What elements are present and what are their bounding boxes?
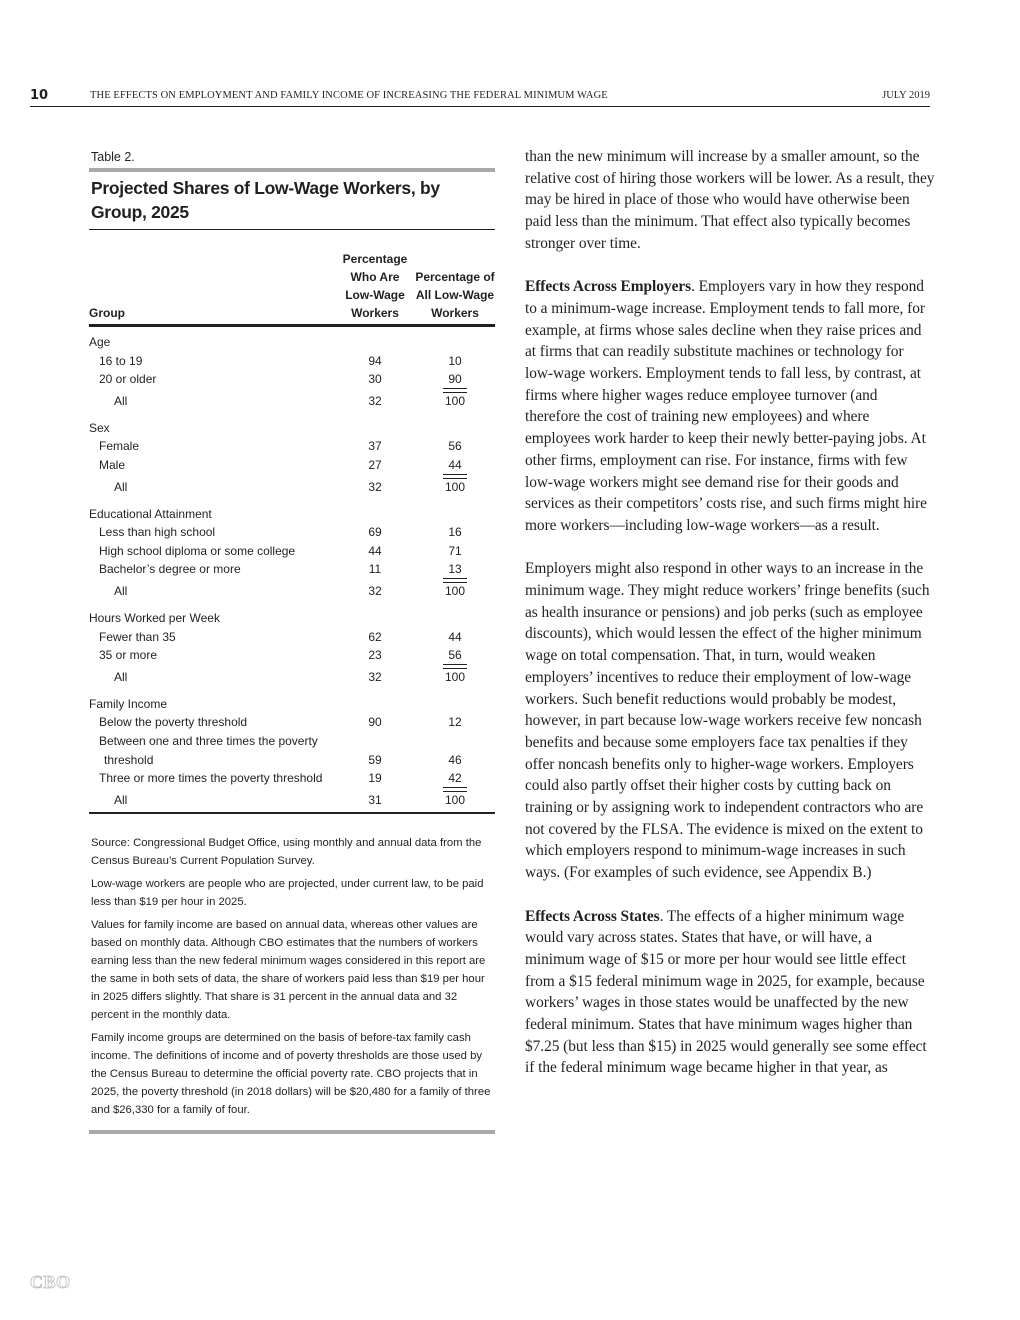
table-row-total: All 32 100 xyxy=(114,669,466,684)
table-row: 16 to 19 94 10 xyxy=(99,353,462,368)
table-row: Male 27 44 xyxy=(89,456,495,475)
column-header-pct-low-wage: Percentage Who Are Low-Wage Workers xyxy=(342,252,408,320)
cbo-logo: CBO xyxy=(30,1272,71,1292)
table-row-total: All 32 100 xyxy=(114,583,466,598)
note-family-income: Family income groups are determined on the basis of before-tax family cash income. The definitions of income and of poverty thresholds are those used by the Census Bureau to determine the official poverty rate. CBO projects that in 2025, the poverty threshold (in 2018 dollars) will be $20,480 for a family of three and $26,330 for a family of four. xyxy=(91,1031,491,1116)
table-row: 35 or more 23 56 xyxy=(89,646,495,665)
table-section-age xyxy=(89,327,495,411)
table-row: Between one and three times the poverty xyxy=(99,733,318,748)
table-title-box xyxy=(89,168,495,230)
column-header-group: Group xyxy=(89,306,125,320)
section-heading: Family Income xyxy=(89,696,168,711)
column-header-pct-all-low-wage: Percentage of All Low-Wage Workers xyxy=(415,270,495,320)
table-notes xyxy=(89,814,495,1130)
paragraph: Effects Across States. The effects of a higher minimum wage would vary across states. States that have, or will have, a minimum wage of $15 or more per hour would see little effect from a $15 federal minimum wage in 2025, for example, because workers’ wages in those states would be unaffected by the new federal minimum. States that have minimum wages higher than $7.25 (but less than $15) in 2025 would generally see some effect if the federal minimum wage became higher in that year, as xyxy=(525,907,927,1077)
table-row: Bachelor’s degree or more 11 13 xyxy=(89,560,495,579)
run-in-heading: Effects Across Employers xyxy=(525,278,692,296)
paragraph: Effects Across Employers. Employers vary in how they respond to a minimum-wage increase. Employment tends to fall more, for example, at firms whose sales decline when they raise prices and at firms that can readily substitute machines or technology for low-wage workers. Employment tends to fall less, by contrast, at firms where higher wages reduce employee turnover (and therefore the cost of training new employees) and where employees work harder to keep their newly better-paying jobs. At other firms, employment can rise. For instance, firms with few low-wage workers might see demand rise for their goods and services as their competitors’ costs rise, and such firms might hire more workers—including low-wage workers—as a result. xyxy=(525,278,927,534)
table-row: threshold 59 46 xyxy=(104,752,462,767)
paragraph: Employers might also respond in other ways to an increase in the minimum wage. They might reduce workers’ fringe benefits (such as health insurance or pensions) and job perks (such as employee discounts), which would lessen the effect of the higher minimum wage on total compensation. That, in turn, would weaken employers’ incentives to reduce their employment of low-wage workers. Such benefit reductions would probably be modest, however, in part because low-wage workers receive few noncash benefits and because some employers face tax penalties if they offer noncash benefits only to higher-wage workers. Employers could also partly offset their higher costs by cutting back on training or by assigning work to independent contractors who are not covered by the FLSA. The evidence is mixed on the extent to which employers respond to minimum-wage increases in such ways. (For examples of such evidence, see Appendix B.) xyxy=(525,560,930,882)
table-section-education xyxy=(89,497,495,601)
table-row: Female 37 56 xyxy=(99,439,462,454)
note-source: Source: Congressional Budget Office, using monthly and annual data from the Census Bureau’s Current Population Survey. xyxy=(91,836,482,867)
table-row: Less than high school 69 16 xyxy=(99,525,462,540)
section-heading: Age xyxy=(89,335,111,349)
section-heading: Educational Attainment xyxy=(89,506,212,521)
table-row-total: All 32 100 xyxy=(114,479,466,494)
section-heading: Hours Worked per Week xyxy=(89,610,220,625)
body-text-column xyxy=(525,146,935,1101)
table-section-family-income xyxy=(89,687,495,810)
table-row: Three or more times the poverty threshold 19 42 xyxy=(89,769,495,788)
table-section-hours xyxy=(89,601,495,687)
table-row: 20 or older 30 90 xyxy=(89,370,495,389)
table-row-total: All 31 100 xyxy=(114,792,466,807)
note-data: Values for family income are based on annual data, whereas other values are based on monthly data. Although CBO estimates that the numbers of workers earning less than the new federal minimum wages considered in this report are the same in both sets of data, the share of workers paid less than $19 per hour in 2025 differs slightly. That share is 31 percent in the annual data and 32 percent in the monthly data. xyxy=(91,918,486,1021)
note-definition: Low-wage workers are people who are projected, under current law, to be paid less than $19 per hour in 2025. xyxy=(91,877,484,908)
running-title: THE EFFECTS ON EMPLOYMENT AND FAMILY INCOME OF INCREASING THE FEDERAL MINIMUM WAGE xyxy=(90,90,608,101)
table-column-headers xyxy=(89,230,495,327)
publication-date: JULY 2019 xyxy=(882,90,930,101)
table-title: Projected Shares of Low-Wage Workers, by Group, 2025 xyxy=(91,178,440,222)
section-heading: Sex xyxy=(89,420,110,435)
paragraph: than the new minimum will increase by a smaller amount, so the relative cost of hiring those workers will be lower. As a result, they may be hired in place of those who would have otherwise been paid less than the minimum. That effect also typically becomes stronger over time. xyxy=(525,148,935,252)
page-number: 10 xyxy=(30,88,49,103)
table-row: Fewer than 35 62 44 xyxy=(99,629,462,644)
page-header xyxy=(30,84,930,107)
table-section-sex xyxy=(89,411,495,497)
table-label: Table 2. xyxy=(91,150,135,164)
table-row-total: All 32 100 xyxy=(114,393,466,408)
run-in-heading: Effects Across States xyxy=(525,907,660,925)
table-2 xyxy=(89,146,495,1134)
notes-bottom-rule xyxy=(89,1130,495,1134)
table-row: Below the poverty threshold 90 12 xyxy=(99,715,462,730)
table-row: High school diploma or some college 44 71 xyxy=(99,543,462,558)
